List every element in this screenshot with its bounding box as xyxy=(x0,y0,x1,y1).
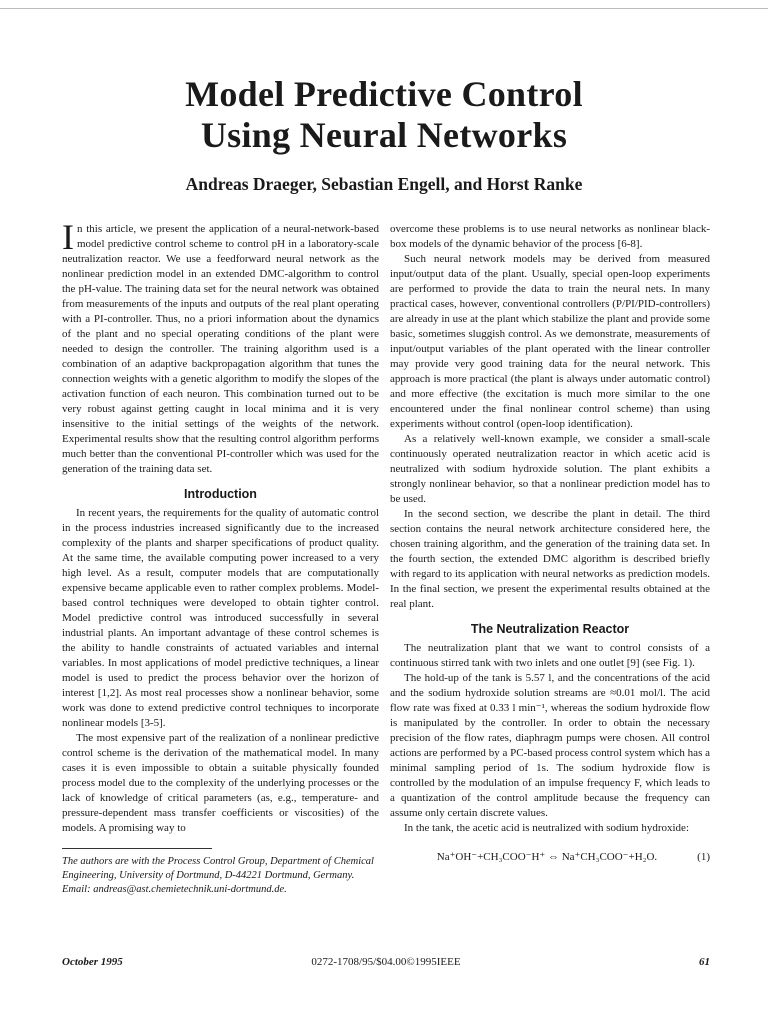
equation-number: (1) xyxy=(697,851,710,863)
title-line-2: Using Neural Networks xyxy=(200,115,568,155)
intro-paragraph-1: In recent years, the requirements for the quality of automatic control in the process industries increased significantly due to the increased complexity of the plants and sharper specifications of product quality. At the same time, the available computing power increased to a very high level. As a result, computer models that are computationally expensive became applicable even to rather complex problems. Model-based control techniques were developed to obtain tighter control. Model predictive control was introduced successfully in several industrial plants. An important advantage of these control schemes is the ability to handle constraints of actuated variables and internal variables. In most applications of model predictive techniques, a linear model is used to predict the process behavior over the horizon of interest [1,2]. As most real processes show a nonlinear behavior, some work was done to extend predictive control techniques to incorporate nonlinear models [3-5]. xyxy=(62,507,379,729)
right-paragraph-7: In the tank, the acetic acid is neutralized with sodium hydroxide: xyxy=(404,822,689,834)
introduction-heading: Introduction xyxy=(184,487,257,501)
top-rule xyxy=(0,8,768,9)
abstract-text: n this article, we present the application of a neural-network-based model predictive control scheme to control pH in a laboratory-scale neutralization reactor. We use a feedforward neural network as the nonlinear prediction model in an extended DMC-algorithm to control the pH-value. The training data set for the neural network was obtained from measurements of the inputs and outputs of the real plant operating with a PI-controller. Thus, no a priori information about the dynamics of the plant and no special operating conditions of the plant were needed to design the controller. The training algorithm used is a combination of an adaptive backpropagation algorithm that tunes the connection weights with a genetic algorithm to modify the slopes of the activation function of each neuron. This combination turned out to be very robust against getting caught in local minima and it is very insensitive to the initial settings of the weights of the network. Experimental results show that the resulting control algorithm performs much better than the conventional PI-controller which was used for the generation of the training data set. xyxy=(62,223,379,475)
reaction-equation xyxy=(390,850,710,865)
author-list: Andreas Draeger, Sebastian Engell, and Horst Ranke xyxy=(185,174,583,194)
page-number: 61 xyxy=(699,956,710,968)
right-paragraph-5: The neutralization plant that we want to control consists of a continuous stirred tank with two inlets and one outlet [9] (see Fig. 1). xyxy=(390,642,710,669)
right-paragraph-6: The hold-up of the tank is 5.57 l, and the concentrations of the acid and the sodium hydroxide solution streams are ≈0.01 mol/l. The acid flow rate was fixed at 0.33 l min⁻¹, whereas the sodium hydroxide flow is manipulated by the controller. In order to obtain the necessary precision of the flow rates, diaphragm pumps were chosen. All control actions are performed by a PC-based process control system which has a minimal sampling period of 1s. The sodium hydroxide flow is controlled by the modulation of an impulse frequency F, which leads to a quantization of the control amplitude because the frequency can assume only certain discrete values. xyxy=(390,672,710,819)
left-column xyxy=(62,217,379,897)
right-column xyxy=(390,222,710,865)
copyright-code: 0272-1708/95/$04.00©1995IEEE xyxy=(311,956,461,968)
equation-body: Na⁺OH⁻+CH₃COO⁻H⁺ ⇔ Na⁺CH₃COO⁻+H₂O. xyxy=(436,851,658,863)
drop-cap: I xyxy=(62,217,74,257)
issue-date: October 1995 xyxy=(62,956,123,968)
footnote-divider xyxy=(62,848,212,849)
right-paragraph-3: As a relatively well-known example, we consider a small-scale continuously operated neutralization reactor in which acetic acid is neutralized with sodium hydroxide solution. The plant exhibits a strongly nonlinear behavior, so that a nonlinear prediction model has to be used. xyxy=(390,433,710,505)
neutralization-reactor-heading: The Neutralization Reactor xyxy=(470,622,630,636)
article-title xyxy=(0,74,768,156)
right-paragraph-1: overcome these problems is to use neural networks as nonlinear black-box models of the dynamic behavior of the process [6-8]. xyxy=(390,223,710,250)
intro-paragraph-2: The most expensive part of the realization of a nonlinear predictive control scheme is the derivation of the mathematical model. In many cases it is even impossible to obtain a suitable physically founded process model due to the complexity of the underlying processes or the lack of knowledge of critical parameters (as, e.g., temperature- and pressure-dependent mass transfer coefficients or viscosities) of the models. A promising way to xyxy=(62,732,379,834)
author-affiliation-footnote: The authors are with the Process Control Group, Department of Chemical Engineering, University of Dortmund, D-44221 Dortmund, Germany. Email: andreas@ast.chemietechnik.uni-dortmund.de. xyxy=(62,856,374,895)
page-footer xyxy=(62,956,710,972)
abstract-paragraph xyxy=(62,217,379,477)
right-paragraph-2: Such neural network models may be derived from measured input/output data of the plant. Usually, special open-loop experiments are performed to provide the data to train the neural nets. In many practical cases, however, conventional controllers (P/PI/PID-controllers) are already in use at the plant which stabilize the plant and provide some basic, sometimes sluggish control. As we demonstrate, measurements of input/output variables of the plant operated with the linear controller may provide very good training data for the neural network. This approach is more practical (the plant is always under automatic control) and more effective (the excitation is much more similar to the one encountered under the final nonlinear control scheme) than using experiments without control (open-loop identification). xyxy=(390,253,710,430)
title-line-1: Model Predictive Control xyxy=(185,74,583,114)
right-paragraph-4: In the second section, we describe the plant in detail. The third section contains the neural network architecture considered here, the chosen training algorithm, and the generation of the training data set. In the fourth section, the extended DMC algorithm is described briefly with regard to its application with neural networks as prediction models. In the final section, we present the experimental results obtained at the real plant. xyxy=(390,508,710,610)
